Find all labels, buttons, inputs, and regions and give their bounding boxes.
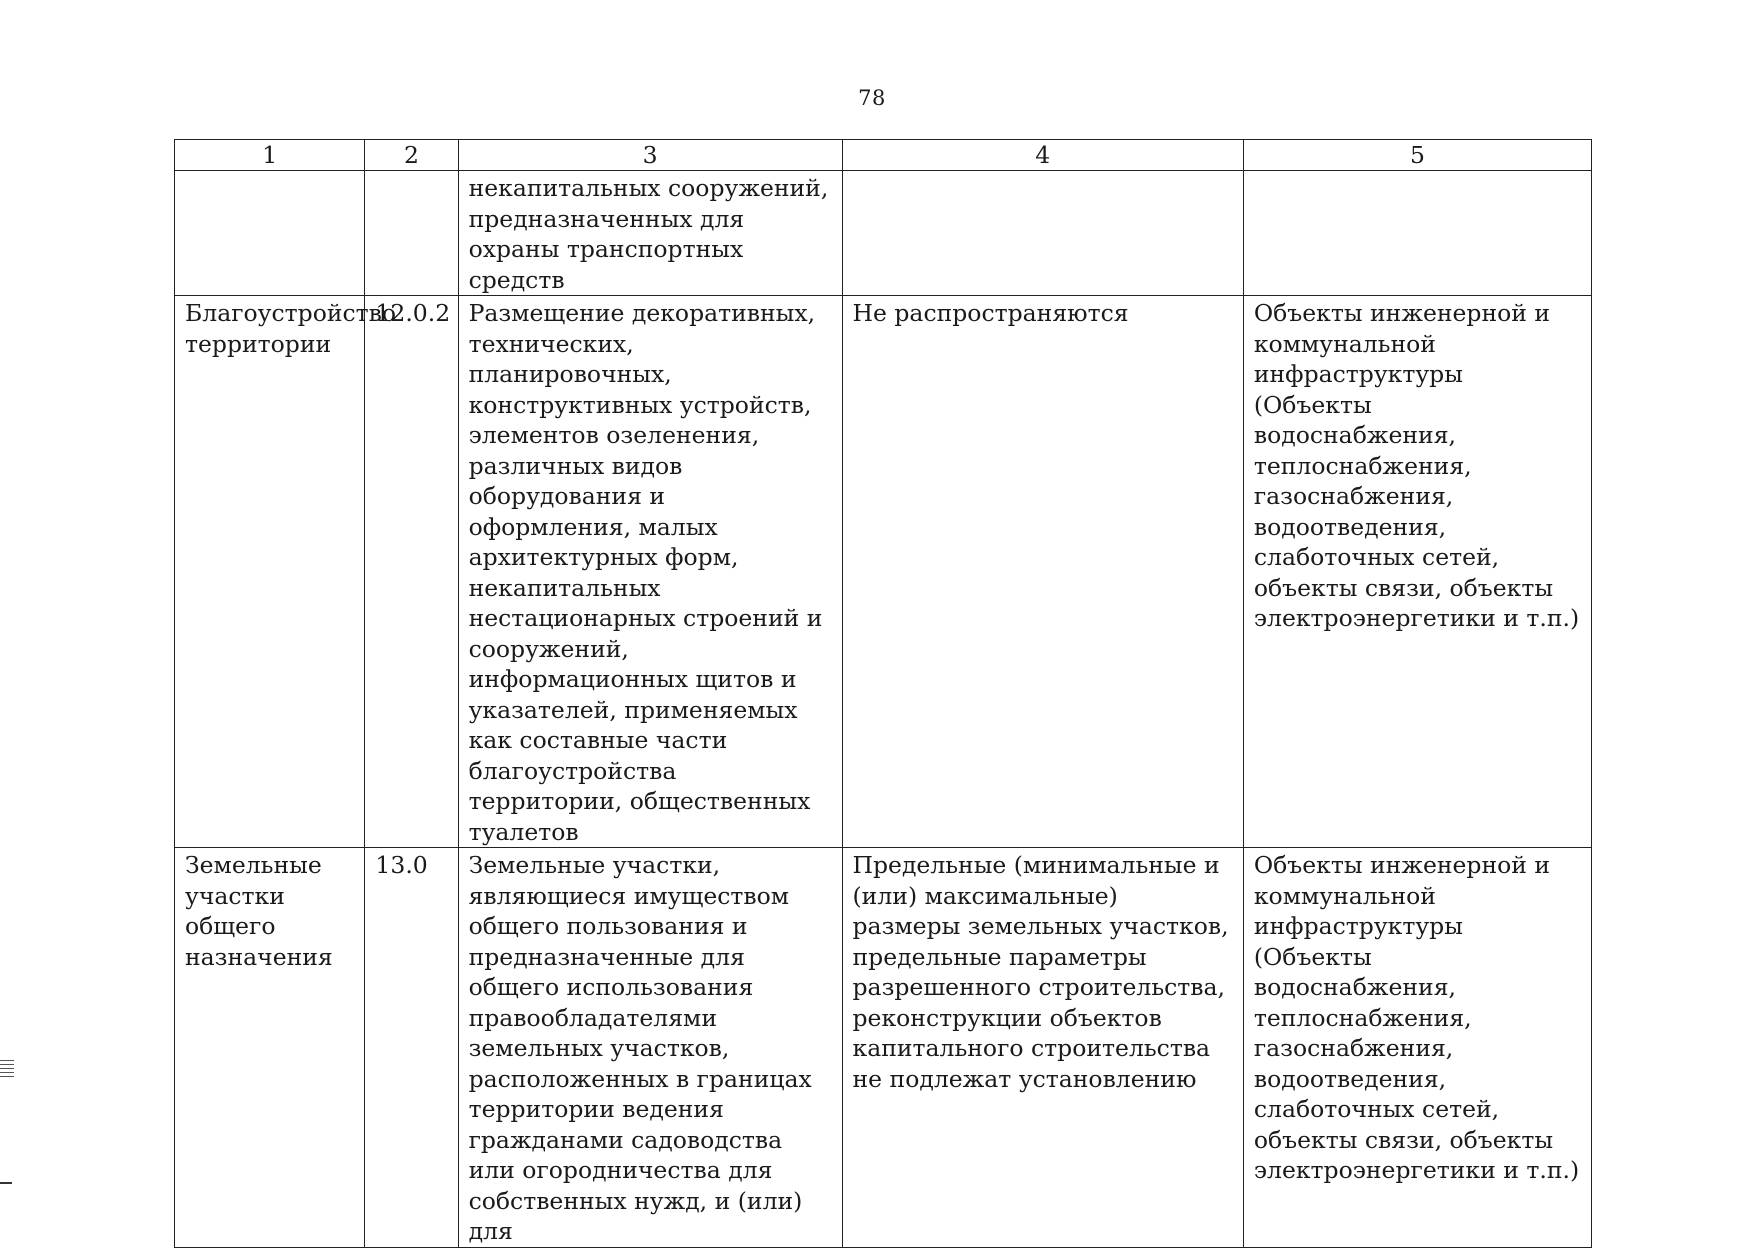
cell-parameters: [842, 171, 1243, 296]
cell-description: Земельные участки, являющиеся имуществом общего пользования и предназначенные для общего использования правообладателями земельных участков, расположенных в границах территории ведения гражданами садоводства или огородничества для собственных нужд, и (или) для: [458, 848, 842, 1248]
cell-auxiliary: Объекты инженерной и коммунальной инфраструктуры (Объекты водоснабжения, теплоснабжения, газоснабжения, водоотведения, слаботочных сетей, объекты связи, объекты электроэнергетики и т.п.): [1243, 296, 1591, 848]
cell-code: [365, 171, 458, 296]
cell-auxiliary: [1243, 171, 1591, 296]
table-row: [175, 848, 1592, 1248]
column-header-1: 1: [175, 140, 365, 171]
cell-name: [175, 171, 365, 296]
cell-name: Благоустройство территории: [175, 296, 365, 848]
cell-code: 12.0.2: [365, 296, 458, 848]
cell-auxiliary: Объекты инженерной и коммунальной инфраструктуры (Объекты водоснабжения, теплоснабжения, газоснабжения, водоотведения, слаботочных сетей, объекты связи, объекты электроэнергетики и т.п.): [1243, 848, 1591, 1248]
page-number: 78: [858, 86, 886, 110]
scan-margin-dash: [0, 1182, 12, 1184]
column-header-4: 4: [842, 140, 1243, 171]
land-use-table: [174, 139, 1592, 1248]
table-row: [175, 296, 1592, 848]
scan-margin-marks: [0, 1060, 14, 1080]
table-header-row: [175, 140, 1592, 171]
cell-code: 13.0: [365, 848, 458, 1248]
cell-parameters: Не распространяются: [842, 296, 1243, 848]
cell-name: Земельные участки общего назначения: [175, 848, 365, 1248]
column-header-2: 2: [365, 140, 458, 171]
table-row: [175, 171, 1592, 296]
column-header-3: 3: [458, 140, 842, 171]
column-header-5: 5: [1243, 140, 1591, 171]
cell-description: некапитальных сооружений, предназначенных для охраны транспортных средств: [458, 171, 842, 296]
cell-description: Размещение декоративных, технических, планировочных, конструктивных устройств, элементов озеленения, различных видов оборудования и оформления, малых архитектурных форм, некапитальных нестационарных строений и сооружений, информационных щитов и указателей, применяемых как составные части благоустройства территории, общественных туалетов: [458, 296, 842, 848]
cell-parameters: Предельные (минимальные и (или) максимальные) размеры земельных участков, предельные параметры разрешенного строительства, реконструкции объектов капитального строительства не подлежат установлению: [842, 848, 1243, 1248]
